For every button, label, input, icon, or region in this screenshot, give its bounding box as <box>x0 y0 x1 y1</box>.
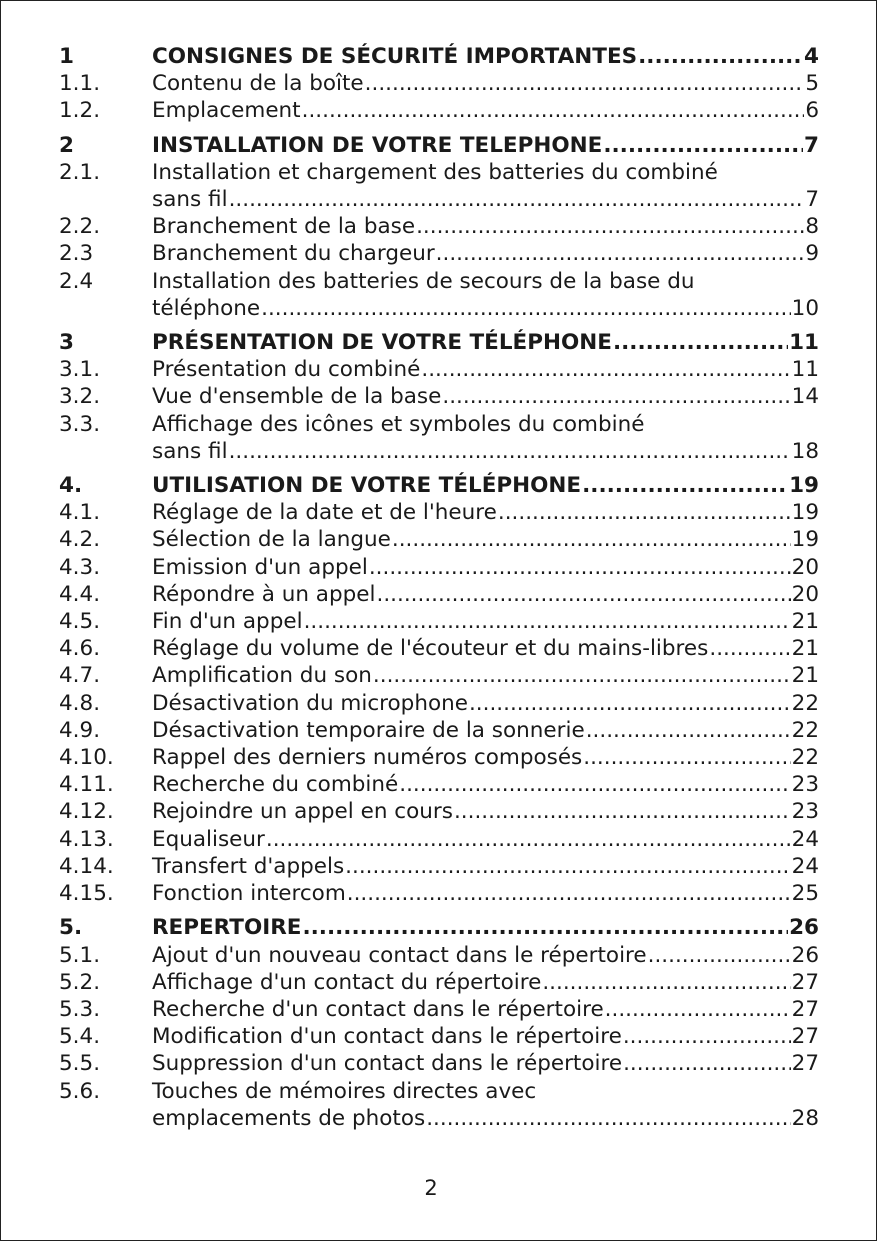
dot-leader <box>442 383 790 410</box>
dot-leader <box>648 942 791 969</box>
entry-title: Affichage d'un contact du répertoire <box>152 969 542 995</box>
page-ref: 10 <box>791 295 819 321</box>
entry-line <box>152 383 819 410</box>
page-ref: 21 <box>791 636 819 662</box>
entry-number: 4.9. <box>59 717 101 743</box>
entry-title-first-line: Affichage des icônes et symboles du combiné <box>152 411 645 437</box>
section-number: 3 <box>59 330 74 356</box>
toc-entry-row[interactable] <box>59 717 819 744</box>
page-ref: 19 <box>791 500 819 526</box>
entry-title: Présentation du combiné <box>152 357 421 383</box>
entry-line <box>152 132 819 159</box>
page-ref: 7 <box>804 132 819 158</box>
entry-line <box>152 70 819 97</box>
toc-entry-row[interactable] <box>59 880 819 907</box>
entry-number: 4.11. <box>59 772 114 798</box>
dot-leader <box>426 1105 790 1132</box>
toc-entry-row[interactable] <box>59 608 819 635</box>
section-title: CONSIGNES DE SÉCURITÉ IMPORTANTES <box>152 44 638 69</box>
entry-text <box>152 853 819 880</box>
entry-text <box>152 240 819 267</box>
dot-leader <box>583 744 790 771</box>
entry-title: Désactivation du microphone <box>152 690 468 716</box>
dot-leader <box>603 132 803 159</box>
entry-line <box>152 969 819 996</box>
toc-entry-row[interactable] <box>59 240 819 267</box>
page-ref: 27 <box>791 1024 819 1050</box>
page-number: 2 <box>424 1176 438 1200</box>
page-ref: 14 <box>791 384 819 410</box>
dot-leader <box>347 880 791 907</box>
entry-number: 5.6. <box>59 1078 101 1104</box>
toc-entry-row[interactable] <box>59 996 819 1023</box>
entry-number: 4.3. <box>59 554 101 580</box>
toc-entry-row[interactable] <box>59 581 819 608</box>
entry-title: Vue d'ensemble de la base <box>152 384 442 410</box>
toc-heading-row[interactable] <box>59 132 819 159</box>
page-ref: 21 <box>791 609 819 635</box>
dot-leader <box>302 97 805 124</box>
entry-line <box>152 240 819 267</box>
entry-number: 5.5. <box>59 1051 101 1077</box>
page-ref: 19 <box>791 527 819 553</box>
toc-section <box>59 43 819 125</box>
entry-line <box>152 942 819 969</box>
toc-section <box>59 329 819 465</box>
entry-title: Suppression d'un contact dans le répertoire <box>152 1051 623 1077</box>
entry-text <box>152 43 819 70</box>
entry-line <box>152 635 819 662</box>
entry-text <box>152 97 819 124</box>
entry-text <box>152 554 819 581</box>
dot-leader <box>709 635 790 662</box>
entry-title: Branchement du chargeur <box>152 241 435 267</box>
entry-text <box>152 159 819 213</box>
dot-leader <box>266 826 791 853</box>
entry-text <box>152 914 819 941</box>
entry-number: 5.2. <box>59 969 101 995</box>
entry-text <box>152 213 819 240</box>
entry-line <box>152 329 819 356</box>
toc-heading-row[interactable] <box>59 472 819 499</box>
page-ref: 21 <box>791 663 819 689</box>
entry-text <box>152 608 819 635</box>
entry-text <box>152 70 819 97</box>
dot-leader <box>623 1023 791 1050</box>
entry-title: Réglage de la date et de l'heure <box>152 500 497 526</box>
page-ref: 9 <box>805 241 819 267</box>
entry-line <box>152 43 819 70</box>
page-ref: 24 <box>791 853 819 879</box>
page-ref: 18 <box>791 438 819 464</box>
entry-number: 4.12. <box>59 799 114 825</box>
section-number: 2 <box>59 132 74 158</box>
entry-line <box>152 853 819 880</box>
entry-number: 2.2. <box>59 214 101 240</box>
toc-heading-row[interactable] <box>59 43 819 70</box>
toc-entry-row[interactable] <box>59 1050 819 1077</box>
entry-number: 5.3. <box>59 996 101 1022</box>
dot-leader <box>399 771 790 798</box>
entry-number: 4.6. <box>59 636 101 662</box>
page-ref: 23 <box>791 799 819 825</box>
toc-entry-row[interactable] <box>59 526 819 553</box>
entry-text <box>152 329 819 356</box>
entry-line <box>152 880 819 907</box>
entry-text <box>152 1078 819 1132</box>
entry-title: Modification d'un contact dans le répertoire <box>152 1024 622 1050</box>
entry-number: 4.10. <box>59 745 114 771</box>
entry-number: 3.3. <box>59 411 101 437</box>
entry-title-first-line: Installation et chargement des batteries du combiné <box>152 159 718 185</box>
entry-title-first-line: Installation des batteries de secours de la base du <box>152 268 695 294</box>
dot-leader <box>302 914 788 941</box>
entry-number: 4.13. <box>59 826 114 852</box>
entry-title: Recherche du combiné <box>152 772 399 798</box>
page-ref: 27 <box>791 969 819 995</box>
entry-text <box>152 268 819 322</box>
entry-title: Emplacement <box>152 98 301 124</box>
toc-entry-row[interactable] <box>59 635 819 662</box>
entry-line <box>152 914 819 941</box>
toc-entry-row[interactable] <box>59 853 819 880</box>
dot-leader <box>613 329 788 356</box>
entry-text <box>152 744 819 771</box>
entry-title: téléphone <box>152 295 261 321</box>
entry-title: sans fil <box>152 438 228 464</box>
entry-text <box>152 1023 819 1050</box>
entry-text <box>152 771 819 798</box>
entry-text <box>152 826 819 853</box>
entry-title: Répondre à un appel <box>152 581 376 607</box>
entry-title: Amplification du son <box>152 663 372 689</box>
page-ref: 26 <box>789 915 819 941</box>
dot-leader <box>304 608 791 635</box>
dot-leader <box>542 969 790 996</box>
entry-text <box>152 411 819 465</box>
section-title: UTILISATION DE VOTRE TÉLÉPHONE <box>152 473 582 499</box>
toc-entry-row[interactable] <box>59 826 819 853</box>
toc-entry-row[interactable] <box>59 942 819 969</box>
entry-text <box>152 662 819 689</box>
entry-title: Contenu de la boîte <box>152 71 364 97</box>
entry-line <box>152 717 819 744</box>
toc-section <box>59 472 819 907</box>
page-ref: 20 <box>791 554 819 580</box>
entry-number: 3.1. <box>59 357 101 383</box>
dot-leader <box>376 581 790 608</box>
entry-text <box>152 132 819 159</box>
entry-title: Rejoindre un appel en cours <box>152 799 453 825</box>
page-ref: 11 <box>789 330 819 356</box>
entry-text <box>152 581 819 608</box>
section-number: 4. <box>59 473 83 499</box>
page-ref: 25 <box>791 881 819 907</box>
section-number: 5. <box>59 915 83 941</box>
toc-heading-row[interactable] <box>59 914 819 941</box>
dot-leader <box>229 438 791 465</box>
toc-entry-row[interactable] <box>59 1023 819 1050</box>
toc-heading-row[interactable] <box>59 329 819 356</box>
toc-entry-row[interactable] <box>59 690 819 717</box>
dot-leader <box>469 690 791 717</box>
section-heading <box>59 329 819 356</box>
toc-entry-row[interactable] <box>59 554 819 581</box>
entry-title: sans fil <box>152 187 228 213</box>
toc-entry-row[interactable] <box>59 159 819 213</box>
toc-section <box>59 914 819 1132</box>
entry-number: 4.8. <box>59 690 101 716</box>
toc-entry-row[interactable] <box>59 383 819 410</box>
dot-leader <box>345 853 790 880</box>
entry-line <box>152 526 819 553</box>
entry-line <box>152 186 819 213</box>
section-heading <box>59 43 819 70</box>
page-ref: 19 <box>789 473 819 499</box>
entry-title-first-line: Touches de mémoires directes avec <box>152 1078 537 1104</box>
entry-text <box>152 499 819 526</box>
entry-text <box>152 880 819 907</box>
page-ref: 6 <box>805 98 819 124</box>
entry-text <box>152 969 819 996</box>
dot-leader <box>365 70 805 97</box>
toc-entry-row[interactable] <box>59 744 819 771</box>
entry-text <box>152 1050 819 1077</box>
entry-line <box>152 438 819 465</box>
dot-leader <box>498 499 791 526</box>
entry-title: Fin d'un appel <box>152 609 303 635</box>
entry-number: 2.4 <box>59 268 94 294</box>
toc-entry-row[interactable] <box>59 268 819 322</box>
entry-number: 4.5. <box>59 609 101 635</box>
section-title: PRÉSENTATION DE VOTRE TÉLÉPHONE <box>152 330 612 356</box>
entry-text <box>152 472 819 499</box>
entry-line <box>152 554 819 581</box>
section-title: INSTALLATION DE VOTRE TELEPHONE <box>152 132 603 158</box>
entry-text <box>152 356 819 383</box>
entry-text <box>152 798 819 825</box>
section-title: REPERTOIRE <box>152 915 302 941</box>
entry-title: Recherche d'un contact dans le répertoire <box>152 996 604 1022</box>
dot-leader <box>229 186 805 213</box>
entry-title: Désactivation temporaire de la sonnerie <box>152 717 585 743</box>
entry-title: Réglage du volume de l'écouteur et du mains-libres <box>152 636 709 662</box>
section-number: 1 <box>59 44 74 69</box>
entry-line <box>152 1105 819 1132</box>
toc-entry-row[interactable] <box>59 1078 819 1132</box>
entry-line <box>152 472 819 499</box>
entry-text <box>152 717 819 744</box>
page-ref: 8 <box>805 214 819 240</box>
toc-entry-row[interactable] <box>59 771 819 798</box>
entry-number: 5.1. <box>59 942 101 968</box>
entry-title: emplacements de photos <box>152 1105 426 1131</box>
toc-entry-row[interactable] <box>59 356 819 383</box>
page-ref: 11 <box>791 357 819 383</box>
entry-title: Rappel des derniers numéros composés <box>152 745 583 771</box>
entry-line <box>152 690 819 717</box>
entry-number: 2.1. <box>59 159 101 185</box>
entry-number: 1.2. <box>59 98 101 124</box>
dot-leader <box>261 295 791 322</box>
entry-number: 4.7. <box>59 663 101 689</box>
entry-line <box>152 295 819 322</box>
entry-number: 4.4. <box>59 581 101 607</box>
toc-entry-row[interactable] <box>59 662 819 689</box>
entry-text <box>152 942 819 969</box>
dot-leader <box>369 554 791 581</box>
toc-entry-row[interactable] <box>59 97 819 124</box>
entry-line <box>152 213 819 240</box>
dot-leader <box>638 43 803 70</box>
entry-text <box>152 996 819 1023</box>
entry-text <box>152 526 819 553</box>
page-ref: 22 <box>791 745 819 771</box>
page-ref: 27 <box>791 1051 819 1077</box>
entry-line <box>152 662 819 689</box>
entry-title: Transfert d'appels <box>152 853 345 879</box>
entry-line <box>152 97 819 124</box>
page-ref: 28 <box>791 1105 819 1131</box>
dot-leader <box>454 798 791 825</box>
dot-leader <box>586 717 791 744</box>
entry-number: 4.1. <box>59 500 101 526</box>
entry-line <box>152 1023 819 1050</box>
toc-entry-row[interactable] <box>59 70 819 97</box>
section-heading <box>59 472 819 499</box>
page-ref: 20 <box>791 581 819 607</box>
page-ref: 5 <box>805 71 819 97</box>
page-ref: 24 <box>791 826 819 852</box>
entry-number: 4.15. <box>59 881 114 907</box>
entry-title: Branchement de la base <box>152 214 416 240</box>
entry-line <box>152 1050 819 1077</box>
toc-entry-row[interactable] <box>59 499 819 526</box>
entry-line <box>152 771 819 798</box>
entry-text <box>152 383 819 410</box>
entry-title: Sélection de la langue <box>152 527 391 553</box>
toc-entry-row[interactable] <box>59 798 819 825</box>
entry-title: Equaliseur <box>152 826 265 852</box>
entry-line <box>152 826 819 853</box>
dot-leader <box>373 662 791 689</box>
entry-text <box>152 690 819 717</box>
page-ref: 7 <box>805 187 819 213</box>
page-ref: 4 <box>804 44 819 69</box>
entry-title: Fonction intercom <box>152 881 346 907</box>
toc-section <box>59 132 819 322</box>
entry-number: 4.14. <box>59 853 114 879</box>
entry-number: 4.2. <box>59 527 101 553</box>
entry-line <box>152 499 819 526</box>
page-ref: 22 <box>791 717 819 743</box>
dot-leader <box>582 472 788 499</box>
entry-number: 3.2. <box>59 384 101 410</box>
dot-leader <box>416 213 804 240</box>
page-ref: 26 <box>791 942 819 968</box>
dot-leader <box>605 996 791 1023</box>
entry-number: 2.3 <box>59 241 94 267</box>
page-ref: 27 <box>791 996 819 1022</box>
section-heading <box>59 914 819 941</box>
dot-leader <box>421 356 790 383</box>
entry-line <box>152 798 819 825</box>
dot-leader <box>392 526 791 553</box>
entry-line <box>152 356 819 383</box>
entry-line <box>152 581 819 608</box>
page-ref: 22 <box>791 690 819 716</box>
dot-leader <box>623 1050 791 1077</box>
entry-line <box>152 744 819 771</box>
entry-title: Emission d'un appel <box>152 554 368 580</box>
entry-title: Ajout d'un nouveau contact dans le répertoire <box>152 942 647 968</box>
entry-text <box>152 635 819 662</box>
entry-number: 5.4. <box>59 1024 101 1050</box>
toc-entry-row[interactable] <box>59 213 819 240</box>
dot-leader <box>436 240 805 267</box>
entry-line <box>152 996 819 1023</box>
toc-entry-row[interactable] <box>59 969 819 996</box>
page-ref: 23 <box>791 772 819 798</box>
toc-entry-row[interactable] <box>59 411 819 465</box>
section-heading <box>59 132 819 159</box>
entry-line <box>152 608 819 635</box>
entry-number: 1.1. <box>59 71 101 97</box>
table-of-contents <box>59 43 819 1139</box>
